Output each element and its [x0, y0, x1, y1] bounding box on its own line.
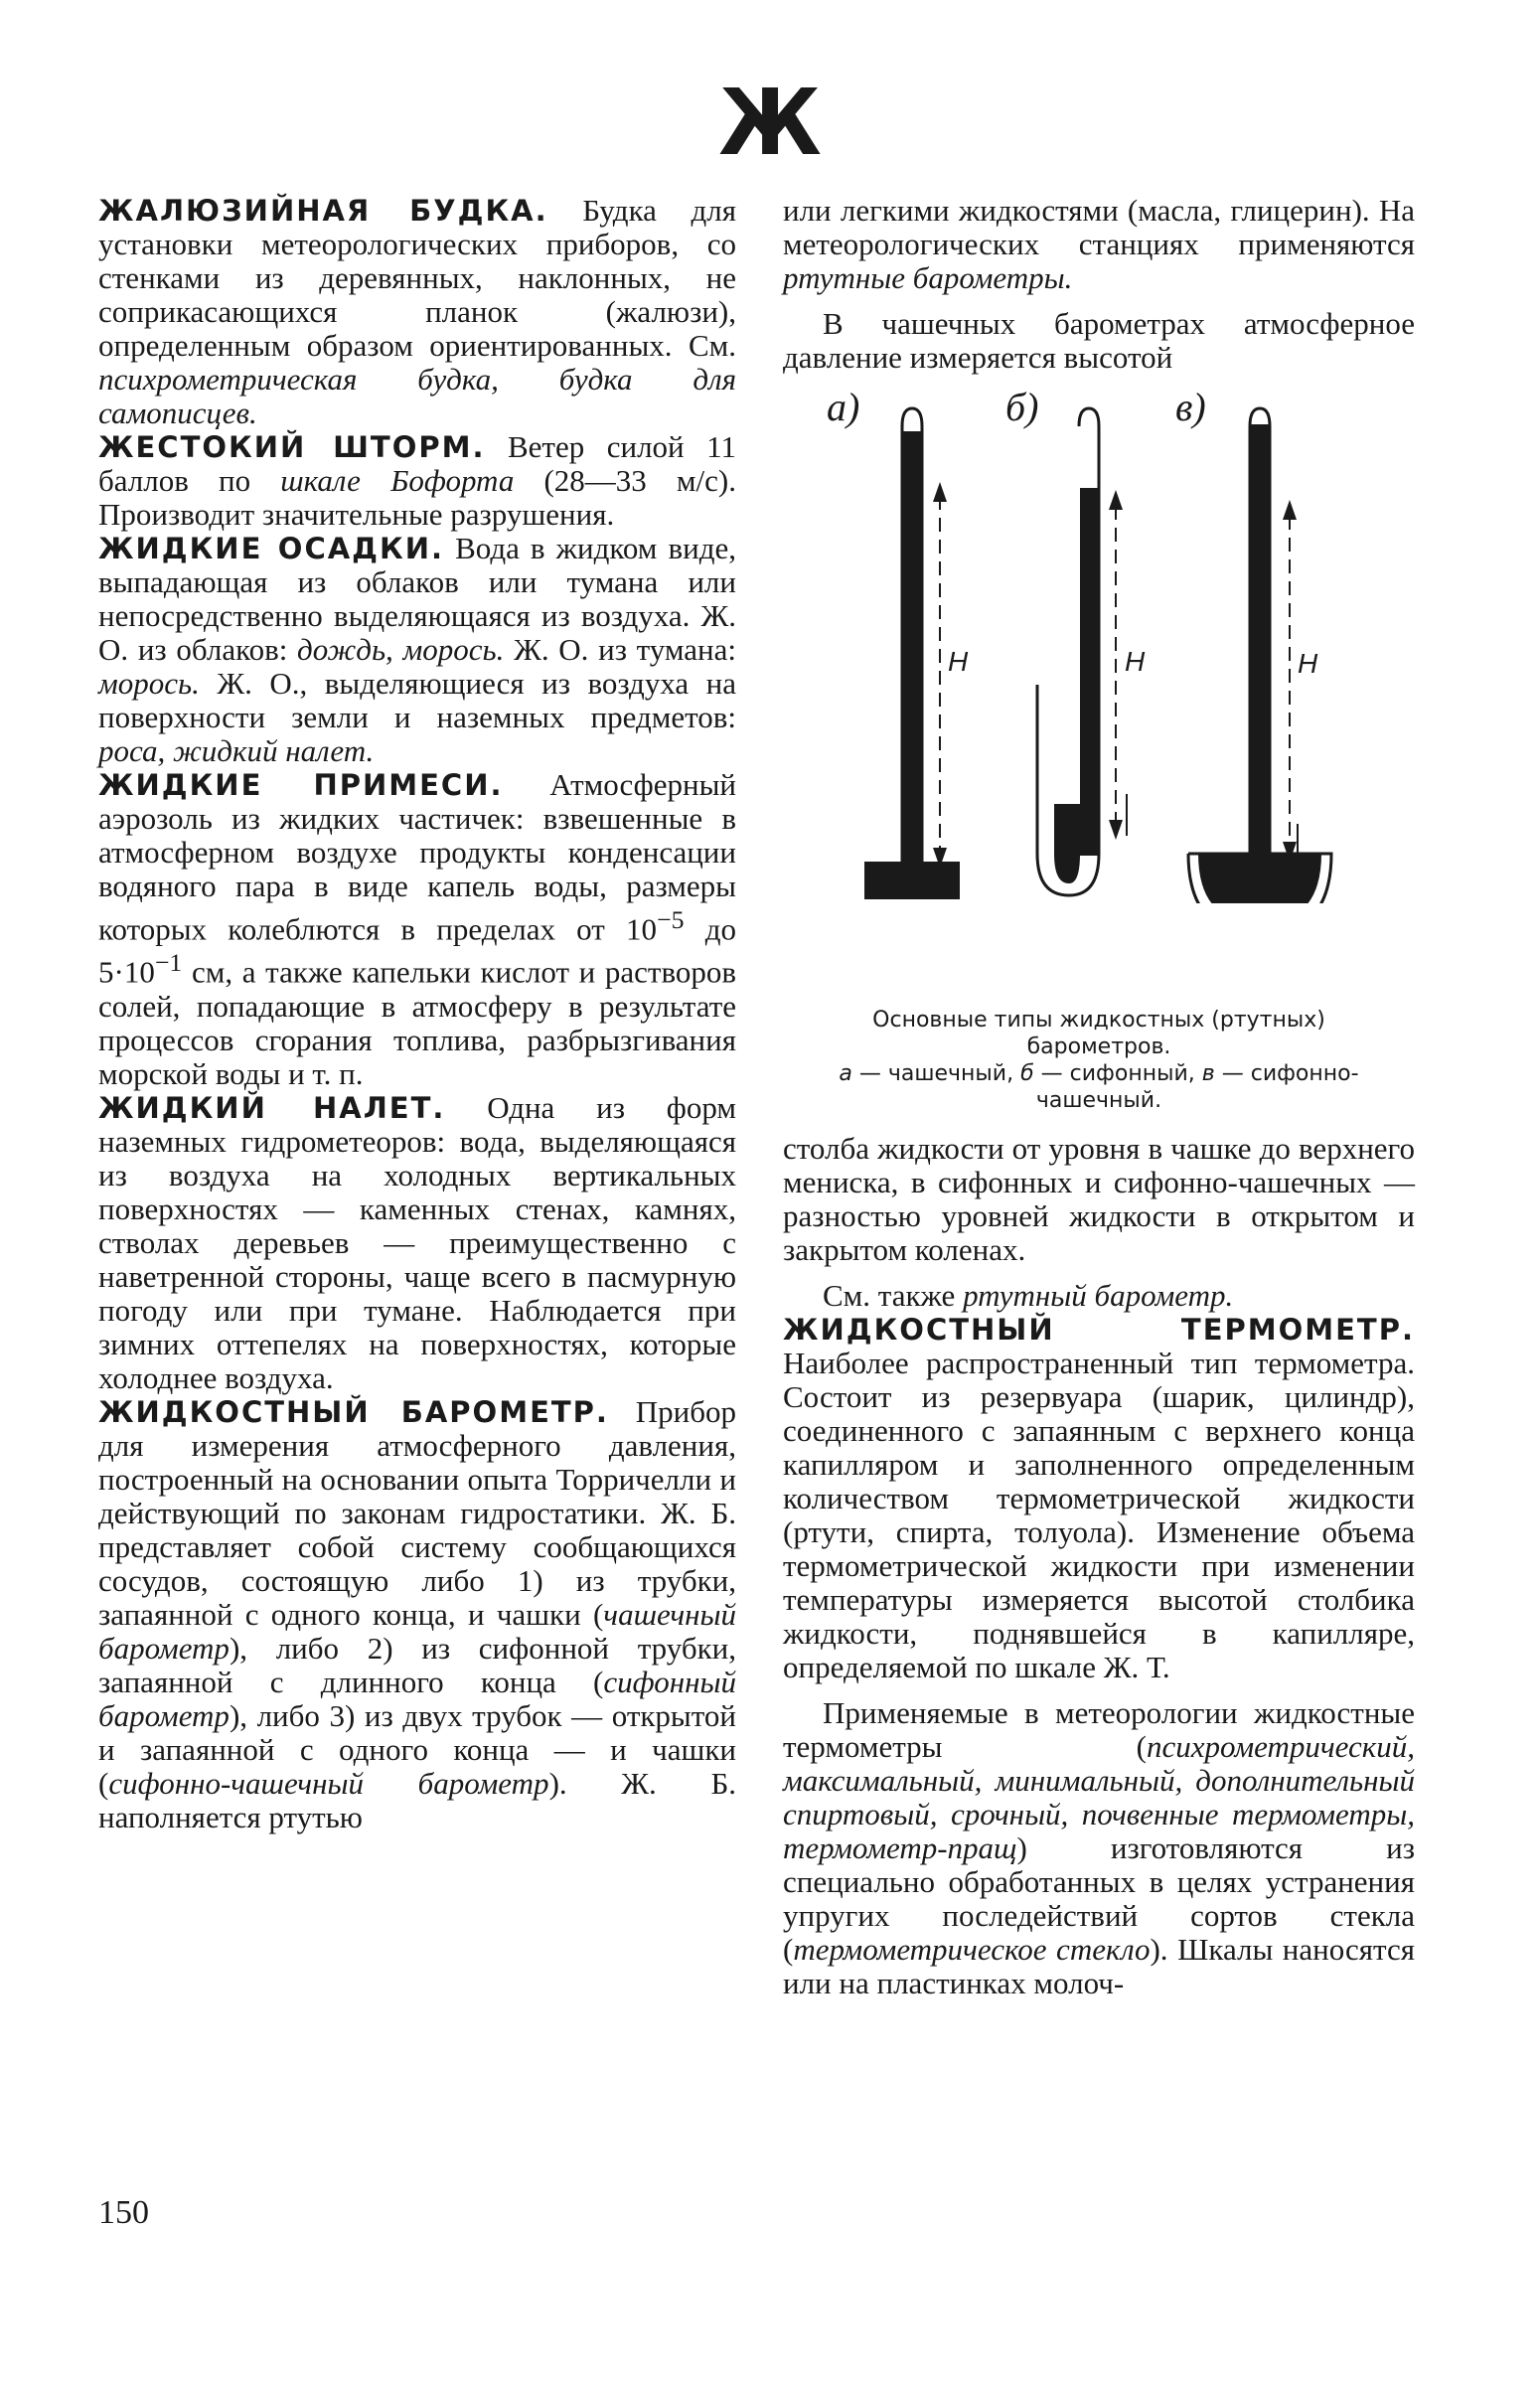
- cross-reference: психрометрическая будка, будка для самописцев.: [98, 362, 736, 430]
- entry-text: Наиболее распространенный тип термометра. Состоит из резервуара (шарик, цилиндр), соединенного с запаянным с верхнего конца капилляром и заполненного определенным количеством термометрической жидкости (ртути, спирта, толуола). Изменение объема термометрической жидкости при изменении температуры измеряется высотой столбика жидкости, поднявшейся в капилляре, определяемой по шкале Ж. Т.: [783, 1346, 1415, 1684]
- entry-zhidkostnyy-termometr: [783, 1313, 1415, 1684]
- barometer-diagram: [783, 387, 1415, 903]
- cup-barometer-drawing: [864, 408, 960, 899]
- caption-key: б: [1020, 1061, 1034, 1086]
- height-label-a: H: [948, 646, 969, 677]
- paragraph: [783, 194, 1415, 295]
- cross-reference: чашечный барометр: [98, 1596, 736, 1666]
- right-column: [783, 194, 1415, 2000]
- entry-text: Прибор для измерения атмосферного давления, построенный на основании опыта Торричелли и действующий по законам гидростатики. Ж. Б. представляет собой систему сообщающихся сосудов, состоящую либо 1) из трубки, запаянной с одного конца, и чашки (: [98, 1393, 736, 1632]
- figure-label-c: в): [1175, 385, 1206, 429]
- cross-reference: ртутный барометр.: [963, 1278, 1234, 1313]
- entry-text: ), либо 2) из сифонной трубки, запаянной с длинного конца (: [98, 1630, 736, 1699]
- entry-text: Ж. О. из тумана:: [514, 632, 736, 667]
- entry-text: ). Ж. Б. наполняется ртутью: [98, 1765, 737, 1834]
- entry-text: до 5·10: [98, 911, 737, 990]
- cross-reference: морось.: [98, 666, 200, 701]
- figure-label-b: б): [1005, 385, 1039, 429]
- headword: ЖАЛЮЗИЙНАЯ БУДКА.: [98, 194, 548, 228]
- headword: ЖИДКИЕ ПРИМЕСИ.: [98, 768, 504, 802]
- entry-text: Одна из форм наземных гидрометеоров: вода, выделяющаяся из воздуха на холодных вертикальных поверхностях — каменных стенах, камнях, стволах деревьев — преимущественно с наветренной стороны, чаще всего в пасмурную погоду или при тумане. Наблюдается при зимних оттепелях на поверхностях, которые холоднее воздуха.: [98, 1089, 736, 1395]
- entry-zhidkostnyy-barometr: [98, 1395, 736, 1834]
- caption-text: — чашечный,: [858, 1061, 1014, 1086]
- cross-reference: психрометрический, максимальный, минимальный, дополнительный спиртовый, срочный, почвенные термометры, термометр-пращ: [783, 1729, 1415, 1865]
- exponent: −1: [154, 948, 183, 978]
- paragraph: столба жидкости от уровня в чашке до верхнего мениска, в сифонных и сифонно-чашечных — разностью уровней жидкости в открытом и закрытом коленах.: [783, 1131, 1415, 1267]
- paragraph: В чашечных барометрах атмосферное давление измеряется высотой: [783, 306, 1415, 375]
- cross-reference: ртутные барометры.: [783, 260, 1073, 295]
- barometer-figure: [783, 387, 1415, 1003]
- headword: ЖИДКИЕ ОСАДКИ.: [98, 532, 444, 565]
- entry-text: Атмосферный аэрозоль из жидких частичек: взвешенные в атмосферном воздухе продукты конденсации водяного пара в виде капель воды, размеры которых колеблются в пределах от 10: [98, 767, 737, 947]
- headword: ЖИДКИЙ НАЛЕТ.: [98, 1090, 446, 1125]
- cross-reference: сифонный барометр: [98, 1664, 736, 1733]
- caption-text: — сифонный,: [1040, 1061, 1195, 1086]
- entry-text: Применяемые в метеорологии жидкостные термометры (: [783, 1695, 1415, 1764]
- paragraph: [783, 1279, 1415, 1313]
- entry-zhalyuziynaya-budka: [98, 194, 736, 430]
- caption-key: в: [1201, 1061, 1215, 1086]
- exponent: −5: [657, 905, 685, 934]
- siphon-barometer-drawing: [1037, 408, 1127, 895]
- entry-zhestokiy-shtorm: [98, 430, 736, 532]
- entry-text: ) изготовляются из специально обработанных в целях устранения упругих последействий сортов стекла (: [783, 1830, 1415, 1967]
- cross-reference: термометрическое стекло: [793, 1932, 1151, 1967]
- headword: ЖИДКОСТНЫЙ БАРОМЕТР.: [98, 1394, 609, 1429]
- figure-caption: [803, 1007, 1395, 1114]
- paragraph: [783, 1696, 1415, 2000]
- page-number: 150: [98, 2194, 149, 2231]
- entry-text: (28—33 м/с). Производит значительные разрушения.: [98, 463, 736, 532]
- headword: ЖЕСТОКИЙ ШТОРМ.: [98, 430, 486, 464]
- entry-zhidkie-primesi: [98, 768, 736, 1091]
- cross-reference: дождь, морось.: [297, 632, 505, 667]
- entry-text: Вода в жидком виде, выпадающая из облаков или тумана или непосредственно выделяющаяся из воздуха. Ж. О. из облаков:: [98, 531, 736, 667]
- entry-text: ). Шкалы наносятся или на пластинках молоч-: [783, 1932, 1415, 2000]
- entry-zhidkie-osadki: [98, 532, 736, 768]
- entry-text: Ж. О., выделяющиеся из воздуха на поверхности земли и наземных предметов:: [98, 666, 736, 734]
- page-letter-heading: Ж: [718, 70, 822, 176]
- caption-title: Основные типы жидкостных (ртутных) барометров.: [872, 1008, 1325, 1059]
- caption-key: а: [839, 1061, 852, 1086]
- entry-text: Будка для установки метеорологических приборов, со стенками из деревянных, наклонных, не соприкасающихся планок (жалюзи), определенным образом ориентированных. См.: [98, 193, 736, 363]
- left-column: [98, 194, 736, 1834]
- entry-text: или легкими жидкостями (масла, глицерин). На метеорологических станциях применяются: [783, 193, 1415, 261]
- entry-text: См. также: [823, 1278, 956, 1313]
- height-label-c: H: [1298, 648, 1318, 679]
- entry-text: ), либо 3) из двух трубок — открытой и запаянной с одного конца — и чашки (: [98, 1697, 736, 1801]
- cross-reference: роса, жидкий налет.: [98, 733, 375, 768]
- cross-reference: сифонно-чашечный барометр: [108, 1765, 549, 1801]
- cross-reference: шкале Бофорта: [280, 463, 515, 498]
- caption-text: — сифонно-чашечный.: [1035, 1061, 1359, 1113]
- figure-label-a: а): [827, 385, 860, 429]
- caption-legend: [803, 1060, 1395, 1114]
- height-label-b: H: [1125, 646, 1146, 677]
- entry-text: см, а также капельки кислот и растворов солей, попадающие в атмосферу в результате процессов сгорания топлива, разбрызгивания морской воды и т. п.: [98, 954, 737, 1091]
- headword: ЖИДКОСТНЫЙ ТЕРМОМЕТР.: [783, 1313, 1415, 1347]
- entry-zhidkiy-nalet: [98, 1091, 736, 1395]
- entry-text: Ветер силой 11 баллов по: [98, 429, 736, 498]
